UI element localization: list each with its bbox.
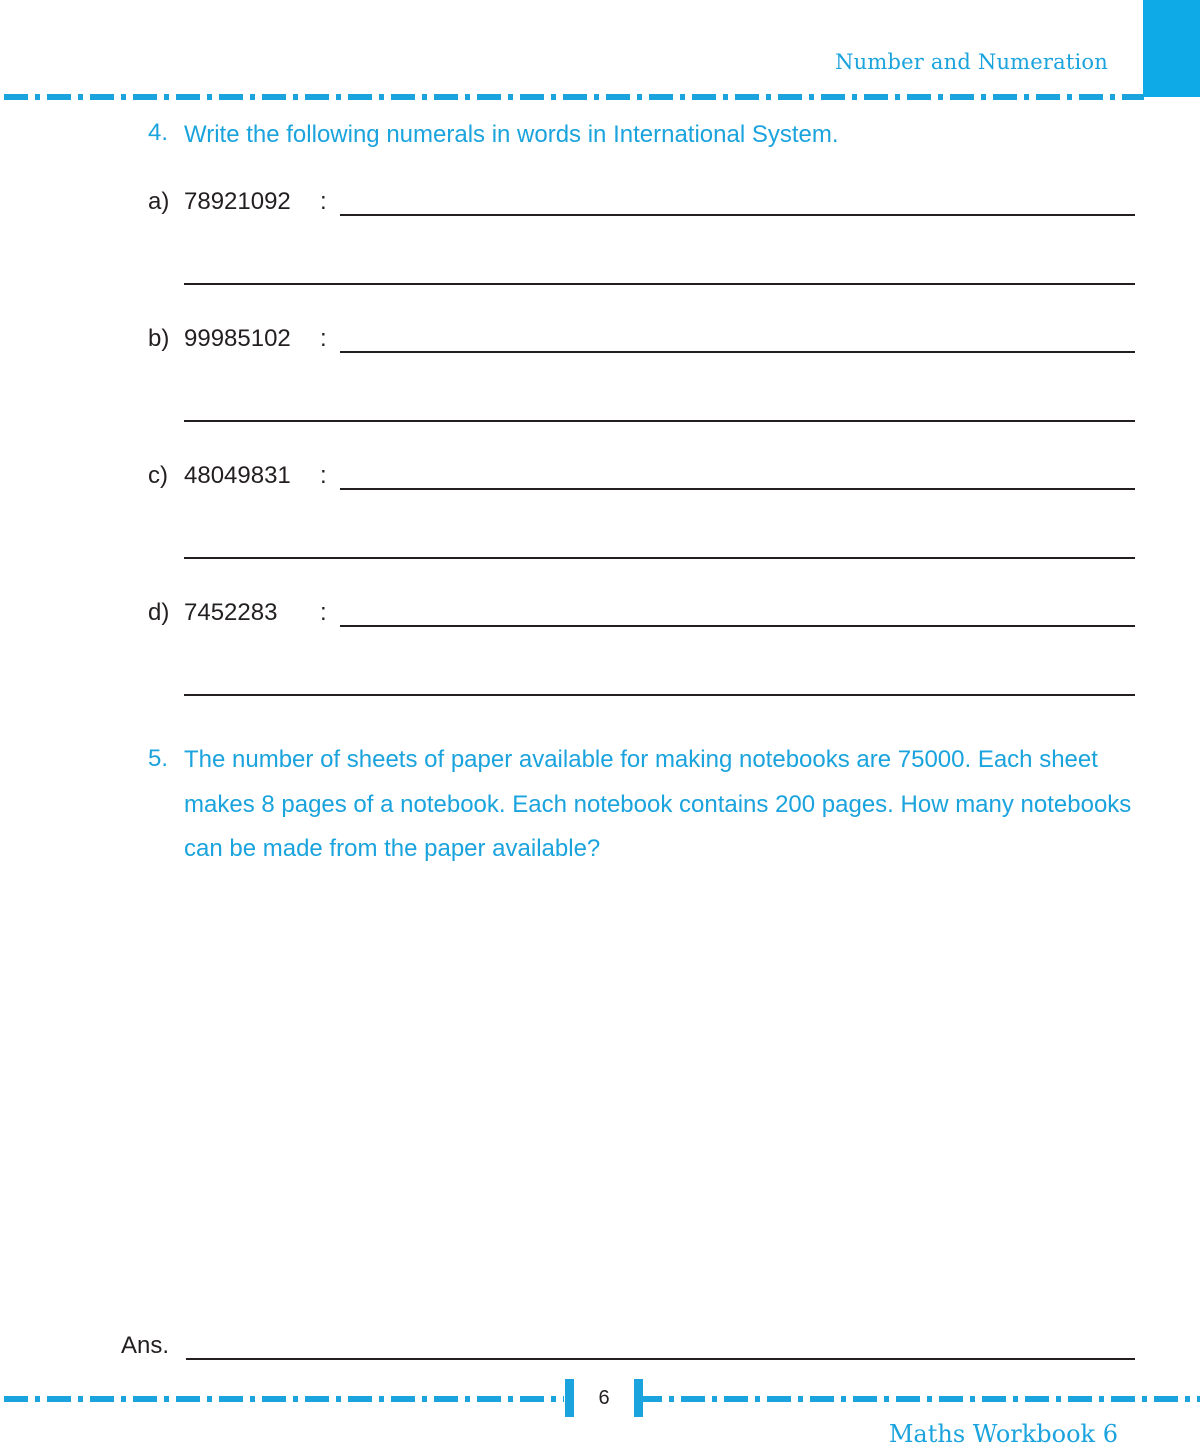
- item-d-value: 7452283: [184, 599, 278, 626]
- item-a-answer-line-1[interactable]: [340, 214, 1135, 216]
- item-b-answer-line-2[interactable]: [184, 420, 1135, 422]
- item-b-answer-line-1[interactable]: [340, 351, 1135, 353]
- answer-line[interactable]: [186, 1358, 1135, 1360]
- item-b-colon: :: [320, 325, 327, 352]
- item-c-answer-line-2[interactable]: [184, 557, 1135, 559]
- item-c-answer-line-1[interactable]: [340, 488, 1135, 490]
- footer-divider-right: [638, 1396, 1200, 1402]
- header-divider: [4, 94, 1144, 100]
- page-number: 6: [565, 1379, 643, 1417]
- item-d-label: d): [148, 599, 170, 626]
- item-a-answer-line-2[interactable]: [184, 283, 1135, 285]
- corner-tab: [1143, 0, 1200, 97]
- item-a-label: a): [148, 188, 170, 215]
- item-d-colon: :: [320, 599, 327, 626]
- item-c-label: c): [148, 462, 168, 489]
- item-d-answer-line-2[interactable]: [184, 694, 1135, 696]
- item-a-colon: :: [320, 188, 327, 215]
- question-4-text: Write the following numerals in words in International System.: [184, 121, 839, 148]
- answer-label: Ans.: [121, 1332, 170, 1359]
- question-5-text: The number of sheets of paper available for making notebooks are 75000. Each sheet makes 8 pages of a notebook. Each notebook contains 200 pages. How many notebooks can be made from the paper available?: [184, 746, 1132, 862]
- chapter-title: Number and Numeration: [835, 50, 1108, 74]
- item-d-answer-line-1[interactable]: [340, 625, 1135, 627]
- item-c-colon: :: [320, 462, 327, 489]
- question-4-number: 4.: [148, 119, 169, 146]
- item-a-value: 78921092: [184, 188, 291, 215]
- book-title: Maths Workbook 6: [888, 1420, 1118, 1448]
- item-b-value: 99985102: [184, 325, 291, 352]
- question-5-number: 5.: [148, 745, 169, 772]
- item-b-label: b): [148, 325, 170, 352]
- footer-divider-left: [4, 1396, 564, 1402]
- item-c-value: 48049831: [184, 462, 291, 489]
